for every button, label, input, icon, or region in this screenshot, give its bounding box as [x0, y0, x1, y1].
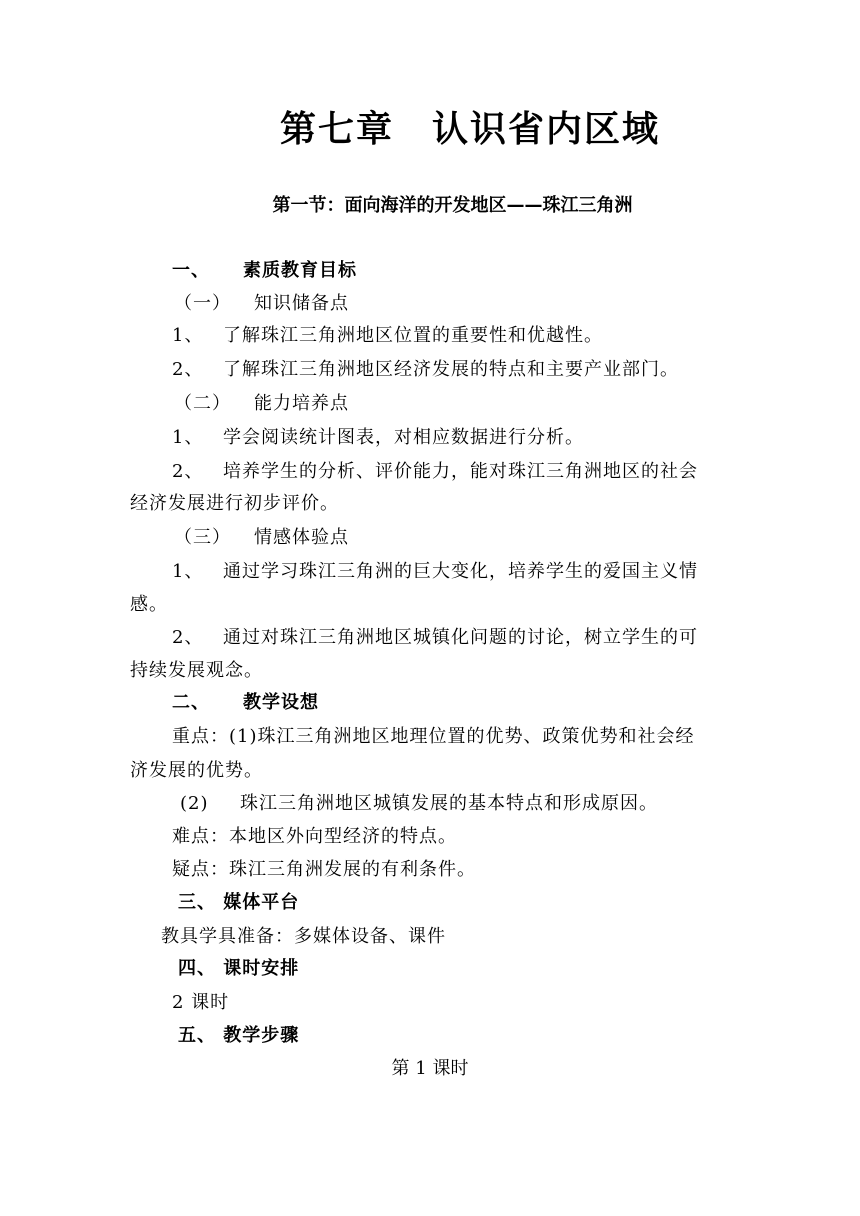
part3-heading: 三、 媒体平台: [178, 892, 300, 913]
part1-sub1-text: 知识储备点: [254, 293, 349, 314]
list-item-text: 培养学生的分析、评价能力，能对珠江三角洲地区的社会: [223, 461, 698, 482]
list-item-num: 2、: [172, 359, 204, 380]
list-item-text: 学会阅读统计图表，对相应数据进行分析。: [223, 427, 584, 448]
list-item-continuation: 持续发展观念。: [130, 660, 263, 681]
list-item-continuation: 经济发展进行初步评价。: [130, 493, 339, 514]
list-item-num: 2、: [172, 627, 204, 648]
part3-text: 教具学具准备：多媒体设备、课件: [161, 926, 446, 947]
key-point-continuation: 济发展的优势。: [130, 760, 263, 781]
part1-sub3-text: 情感体验点: [254, 527, 349, 548]
part5-heading: 五、 教学步骤: [178, 1025, 300, 1046]
lesson-label: 第 1 课时: [391, 1058, 469, 1079]
part1-heading-num: 一、: [172, 260, 210, 281]
part2-heading-text: 教学设想: [243, 692, 319, 713]
list-item-num: 1、: [172, 325, 204, 346]
list-item-continuation: 感。: [130, 594, 168, 615]
key-point2-label: (2): [180, 793, 209, 814]
part1-sub2-text: 能力培养点: [254, 393, 349, 414]
part4-text: 2 课时: [172, 992, 230, 1013]
list-item-text: 通过对珠江三角洲地区城镇化问题的讨论，树立学生的可: [223, 627, 698, 648]
chapter-title: 第七章 认识省内区域: [279, 109, 660, 150]
part4-heading: 四、 课时安排: [178, 958, 300, 979]
list-item-text: 通过学习珠江三角洲的巨大变化，培养学生的爱国主义情: [223, 561, 698, 582]
part1-sub3-label: （三）: [174, 527, 231, 548]
part1-sub1-label: （一）: [174, 293, 231, 314]
key-point2-text: 珠江三角洲地区城镇发展的基本特点和形成原因。: [240, 793, 658, 814]
list-item-num: 2、: [172, 461, 204, 482]
key-point-line: 重点：(1)珠江三角洲地区地理位置的优势、政策优势和社会经: [172, 726, 695, 747]
section-title: 第一节：面向海洋的开发地区——珠江三角洲: [272, 195, 633, 216]
doubt-line: 疑点：珠江三角洲发展的有利条件。: [172, 859, 476, 880]
difficulty-line: 难点：本地区外向型经济的特点。: [172, 826, 457, 847]
list-item-num: 1、: [172, 427, 204, 448]
part2-heading-num: 二、: [172, 692, 210, 713]
list-item-text: 了解珠江三角洲地区经济发展的特点和主要产业部门。: [223, 359, 679, 380]
list-item-text: 了解珠江三角洲地区位置的重要性和优越性。: [223, 325, 603, 346]
part1-sub2-label: （二）: [174, 393, 231, 414]
part1-heading-text: 素质教育目标: [243, 260, 357, 281]
list-item-num: 1、: [172, 561, 204, 582]
